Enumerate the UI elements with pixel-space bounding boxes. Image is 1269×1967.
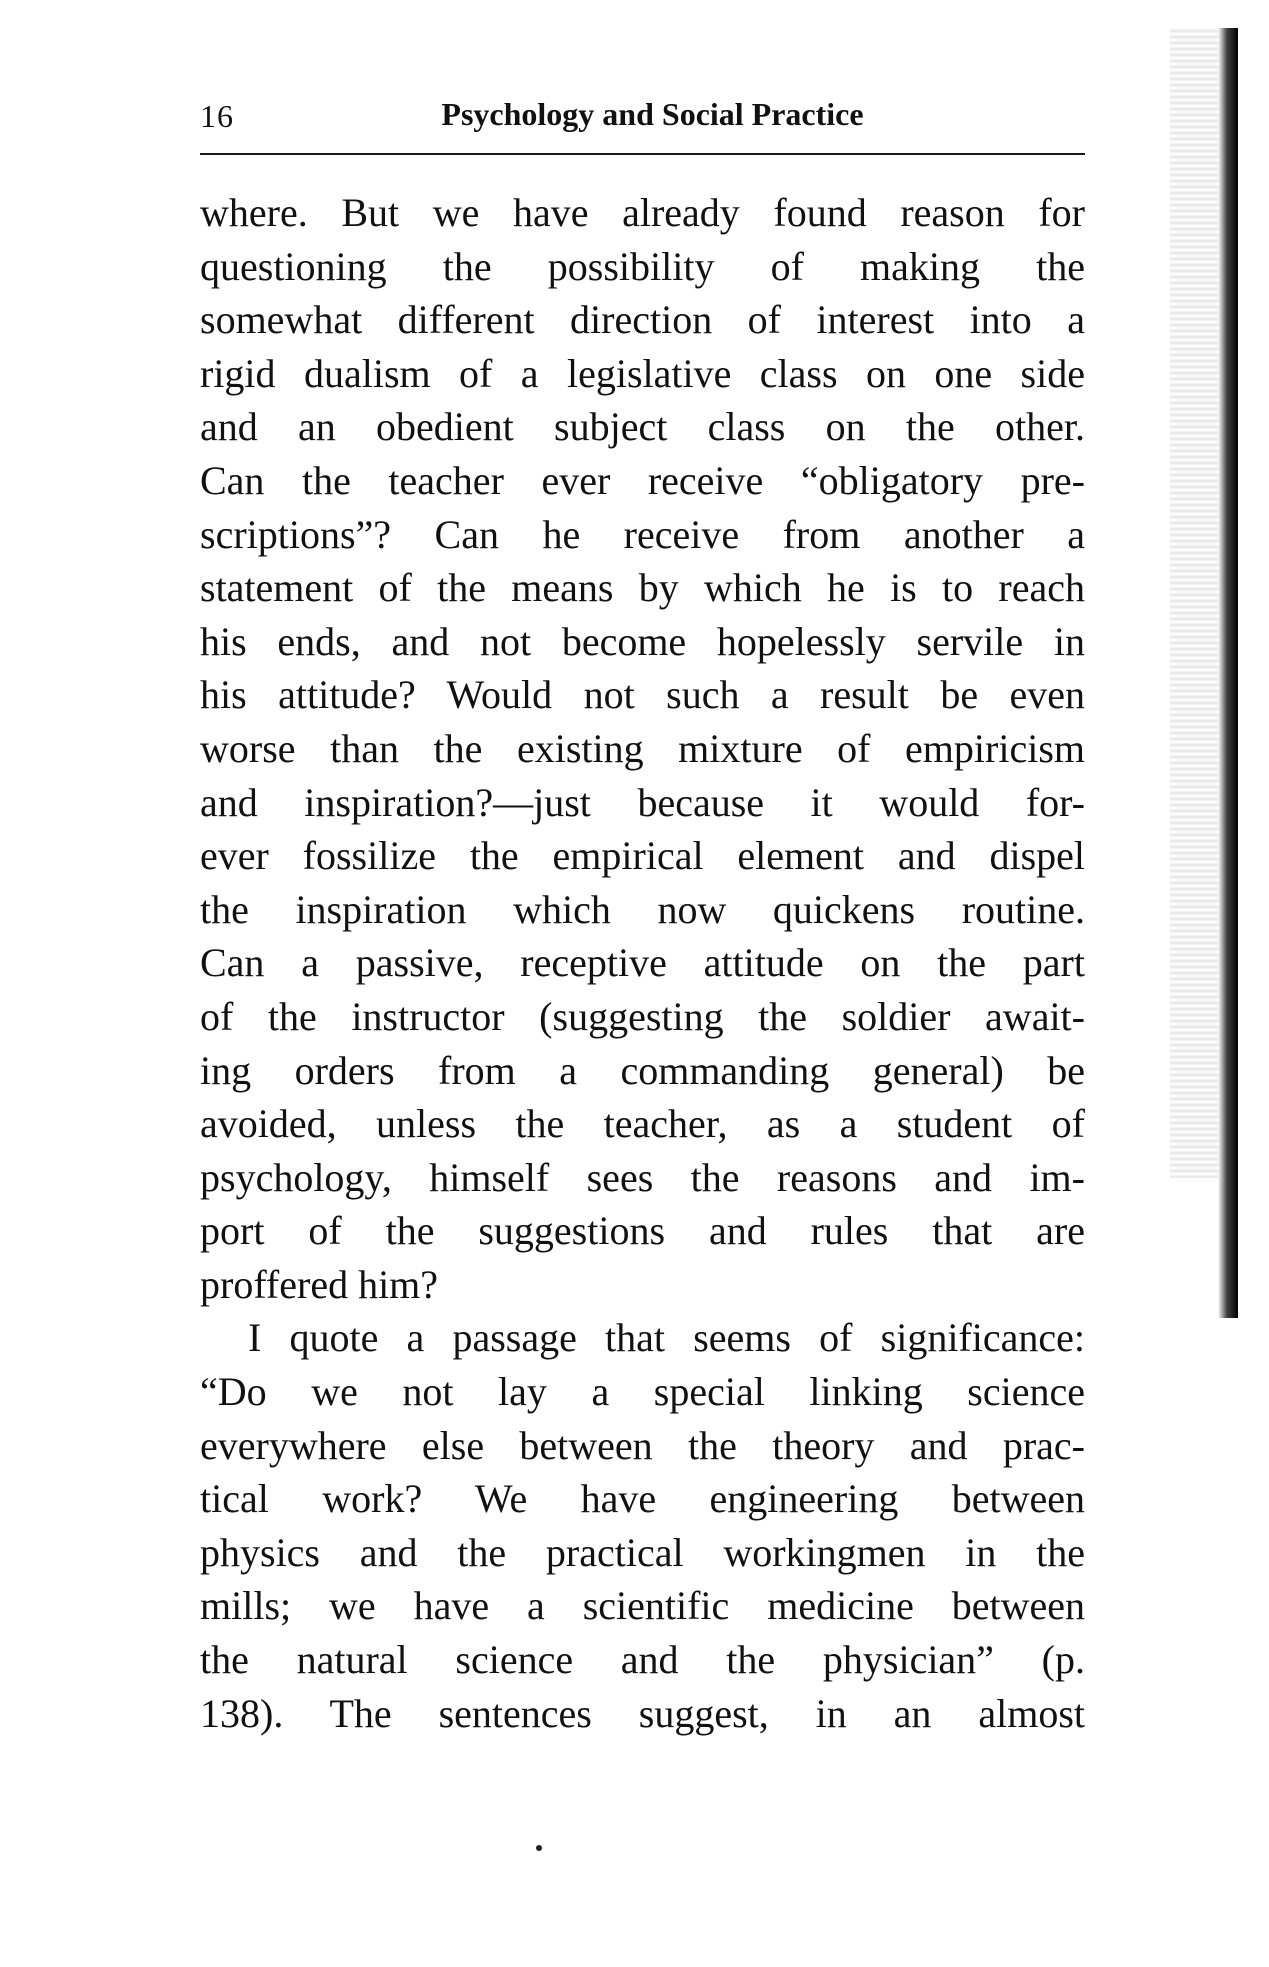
text-line: “Do we not lay a special linking science xyxy=(200,1369,1085,1415)
text-line: his attitude? Would not such a result be even xyxy=(200,672,1085,718)
text-line: avoided, unless the teacher, as a student of xyxy=(200,1101,1085,1147)
text-line: somewhat different direction of interest into a xyxy=(200,297,1085,343)
text-line: Can a passive, receptive attitude on the part xyxy=(200,940,1085,986)
text-line: ever fossilize the empirical element and dispel xyxy=(200,833,1085,879)
text-line: the natural science and the physician” (p. xyxy=(200,1637,1085,1683)
text-line: statement of the means by which he is to reach xyxy=(200,565,1085,611)
text-line: mills; we have a scientific medicine between xyxy=(200,1583,1085,1629)
header-rule xyxy=(200,153,1085,155)
text-line: physics and the practical workingmen in the xyxy=(200,1529,1085,1575)
text-line: of the instructor (suggesting the soldier await- xyxy=(200,993,1085,1039)
running-title: Psychology and Social Practice xyxy=(441,96,864,132)
text-line: where. But we have already found reason for xyxy=(200,190,1085,235)
text-line: proffered him? xyxy=(200,1261,439,1307)
text-line: tical work? We have engineering between xyxy=(200,1476,1085,1522)
binding-scan-texture xyxy=(1170,28,1218,1178)
text-line: I quote a passage that seems of significance: xyxy=(248,1315,1085,1361)
text-line: rigid dualism of a legislative class on one side xyxy=(200,350,1085,396)
text-line: Can the teacher ever receive “obligatory pre- xyxy=(200,457,1085,503)
body-text xyxy=(200,186,1085,1740)
page-number: 16 xyxy=(200,98,234,134)
text-line: and an obedient subject class on the other. xyxy=(200,404,1085,450)
text-line: worse than the existing mixture of empiricism xyxy=(200,725,1085,771)
text-line: and inspiration?—just because it would for- xyxy=(200,779,1085,825)
text-line: his ends, and not become hopelessly servile in xyxy=(200,618,1085,664)
text-line: 138). The sentences suggest, in an almost xyxy=(200,1690,1085,1736)
text-line: ing orders from a commanding general) be xyxy=(200,1047,1085,1093)
text-line: scriptions”? Can he receive from another a xyxy=(200,511,1085,557)
binding-shadow xyxy=(1218,28,1238,1318)
text-line: psychology, himself sees the reasons and im- xyxy=(200,1154,1085,1200)
text-line: port of the suggestions and rules that are xyxy=(200,1208,1085,1254)
text-line: questioning the possibility of making the xyxy=(200,243,1085,289)
text-line: the inspiration which now quickens routine. xyxy=(200,886,1085,932)
text-line: everywhere else between the theory and prac- xyxy=(200,1422,1085,1468)
scan-speck xyxy=(536,1845,542,1851)
page-header xyxy=(200,92,1085,150)
